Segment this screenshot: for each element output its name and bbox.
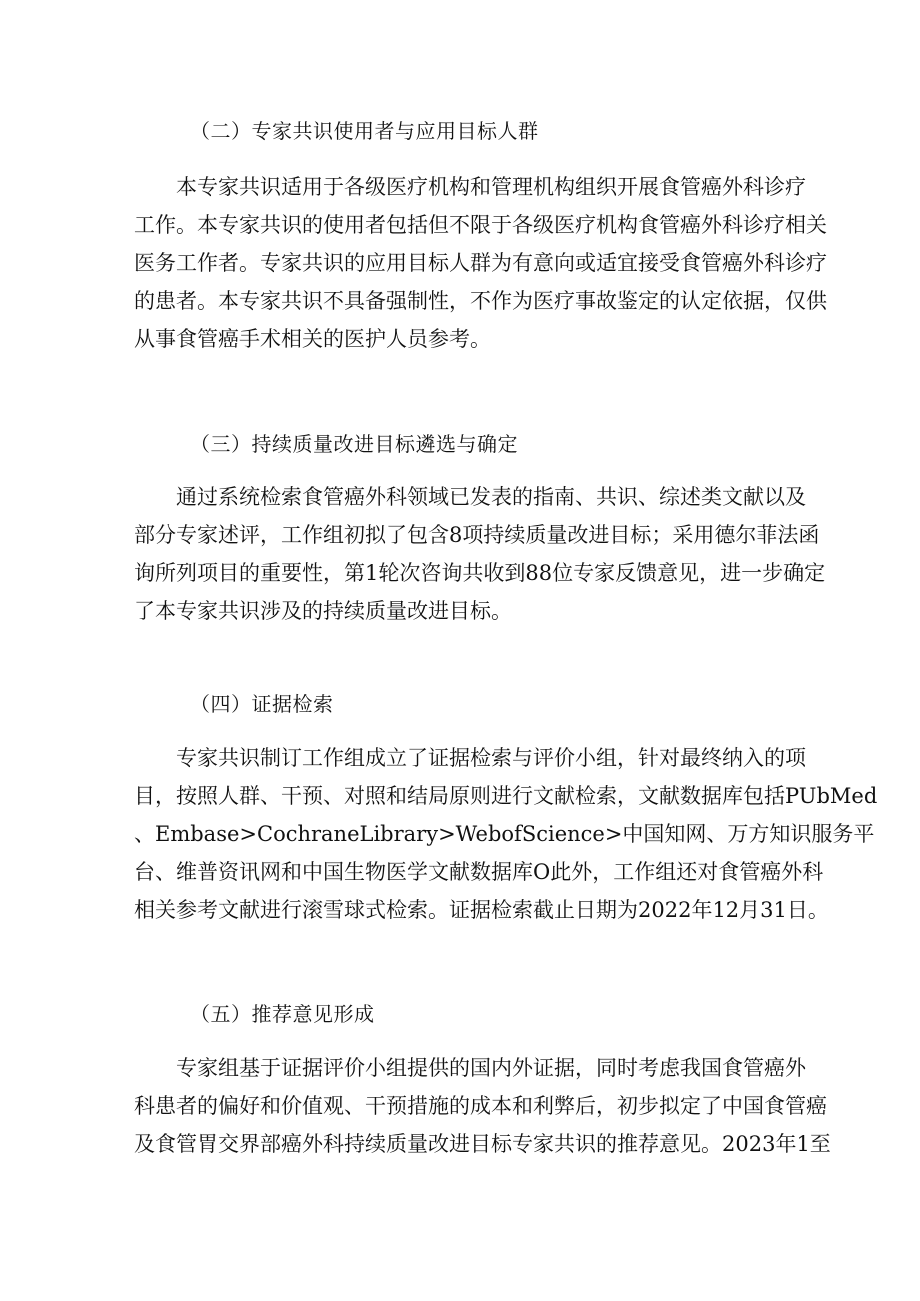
section-heading-4: （四）证据检索 [190, 692, 334, 716]
paragraph-line: 相关参考文献进行滚雪球式检索。证据检索截止日期为2022年12月31日。 [134, 898, 829, 922]
paragraph-line: 询所列项目的重要性，第1轮次咨询共收到88位专家反馈意见，进一步确定 [134, 561, 826, 585]
paragraph-line: 目，按照人群、干预、对照和结局原则进行文献检索，文献数据库包括PUbMed [134, 784, 878, 808]
paragraph-line: 部分专家述评，工作组初拟了包含8项持续质量改进目标；采用德尔菲法函 [134, 523, 820, 547]
paragraph-line: 的患者。本专家共识不具备强制性，不作为医疗事故鉴定的认定依据，仅供 [134, 289, 827, 313]
paragraph-line: 专家共识制订工作组成立了证据检索与评价小组，针对最终纳入的项 [176, 746, 806, 770]
paragraph-line: 科患者的偏好和价值观、干预措施的成本和利弊后，初步拟定了中国食管癌 [134, 1094, 827, 1118]
paragraph-line: 从事食管癌手术相关的医护人员参考。 [134, 327, 491, 351]
paragraph-line: 医务工作者。专家共识的应用目标人群为有意向或适宜接受食管癌外科诊疗 [134, 251, 827, 275]
section-heading-2: （二）专家共识使用者与应用目标人群 [190, 119, 539, 143]
paragraph-line: 了本专家共识涉及的持续质量改进目标。 [134, 599, 512, 623]
paragraph-line: 及食管胃交界部癌外科持续质量改进目标专家共识的推荐意见。2023年1至 [134, 1132, 831, 1156]
paragraph-line: 专家组基于证据评价小组提供的国内外证据，同时考虑我国食管癌外 [176, 1056, 806, 1080]
paragraph-line: 本专家共识适用于各级医疗机构和管理机构组织开展食管癌外科诊疗 [176, 175, 806, 199]
section-heading-3: （三）持续质量改进目标遴选与确定 [190, 432, 518, 456]
paragraph-line: 台、维普资讯网和中国生物医学文献数据库O此外，工作组还对食管癌外科 [134, 860, 824, 884]
paragraph-line: 、Embase>CochraneLibrary>WebofScience>中国知网、万方知识服务平 [134, 822, 875, 846]
paragraph-line: 通过系统检索食管癌外科领域已发表的指南、共识、综述类文献以及 [176, 485, 806, 509]
paragraph-line: 工作。本专家共识的使用者包括但不限于各级医疗机构食管癌外科诊疗相关 [134, 213, 827, 237]
section-heading-5: （五）推荐意见形成 [190, 1002, 375, 1026]
